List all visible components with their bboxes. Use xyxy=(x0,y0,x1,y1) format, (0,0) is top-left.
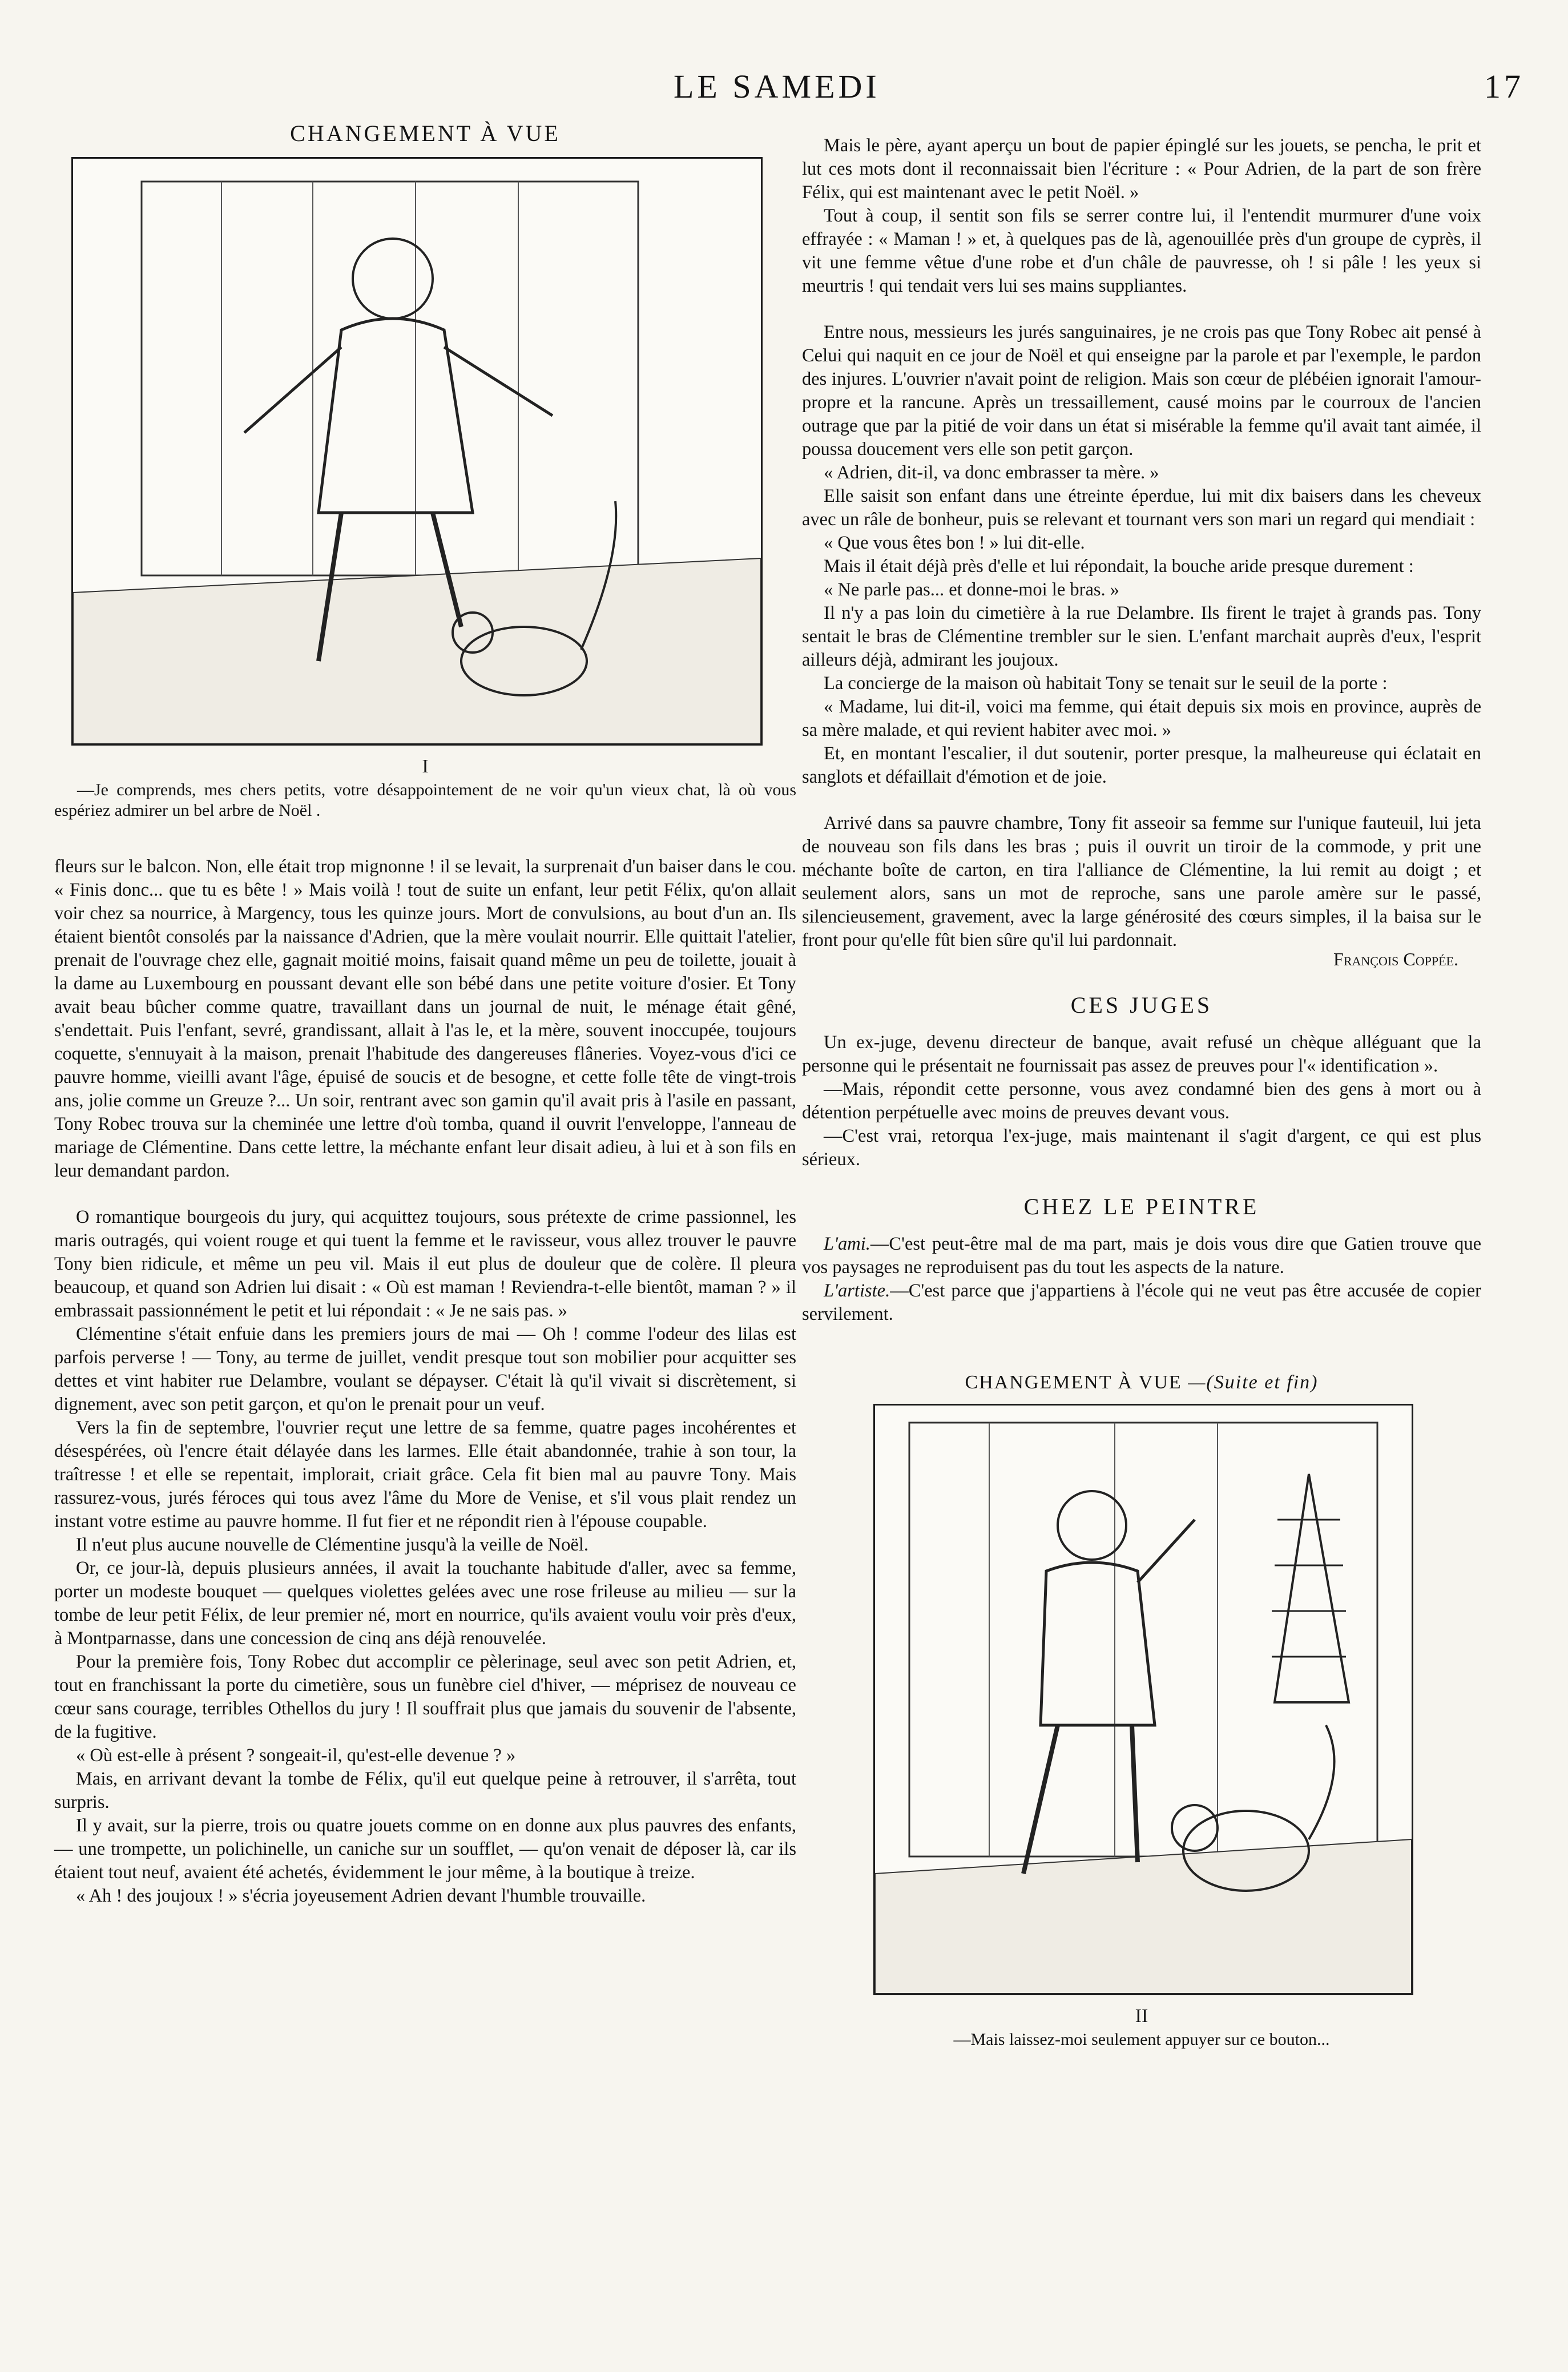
illustration-top-title: CHANGEMENT À VUE xyxy=(290,120,561,146)
speaker-label: L'artiste. xyxy=(824,1280,890,1301)
paragraph: « Ne parle pas... et donne-moi le bras. » xyxy=(824,579,1120,600)
paragraph: Un ex-juge, devenu directeur de banque, avait refusé un chèque alléguant que la personne qui le présentait ne fournissait pas assez de preuves pour l'« identification ». xyxy=(802,1032,1481,1076)
paragraph: —C'est vrai, retorqua l'ex-juge, mais maintenant il s'agit d'argent, ce qui est plus sérieux. xyxy=(802,1126,1481,1170)
dialogue-text: —C'est parce que j'appartiens à l'école qui ne veut pas être accusée de copier servilement. xyxy=(802,1280,1481,1324)
paragraph: Vers la fin de septembre, l'ouvrier reçut une lettre de sa femme, quatre pages incohérentes et désespérées, où l'encre était délayée dans les larmes. Elle était abandonnée, trahie à son tour, la traîtresse ! et elle se repentait, implorait, criait grâce. Cela fit bien mal au pauvre Tony. Mais rassurez-vous, jurés féroces qui tous avez l'âme du More de Venise, et s'il vous plait rendez un instant votre estime au pauvre homme. Il fut fier et ne répondit rien à l'épouse coupable. xyxy=(54,1417,796,1532)
page-number: 17 xyxy=(1484,68,1524,105)
paragraph: Entre nous, messieurs les jurés sanguinaires, je ne crois pas que Tony Robec ait pensé à Celui qui naquit en ce jour de Noël et qui enseigne par la parole et par l'exemple, le pardon des injures. L'ouvrier n'avait point de religion. Mais son cœur de plébéien ignorait l'amour-propre et la rancune. Après un tressaillement, causé moins par le courroux de l'ancien outrage que par la pitié de voir dans un état si misérable la femme qu'il avait tant aimée, il poussa doucement vers elle son petit garçon. xyxy=(802,322,1481,460)
santa-cat-illustration xyxy=(73,159,761,744)
dialogue-text: —C'est peut-être mal de ma part, mais je dois vous dire que Gatien trouve que vos paysages ne reproduisent pas du tout les aspects de la nature. xyxy=(802,1234,1481,1278)
paragraph: Clémentine s'était enfuie dans les premiers jours de mai — Oh ! comme l'odeur des lilas est parfois perverse ! — Tony, au terme de juillet, vendit presque tout son mobilier pour acquitter ses dettes et vint habiter rue Delambre, voulant se dépayser. C'était là qu'il vivait si discrètement, si dignement, avec son petit garçon, et qu'on le prenait pour un veuf. xyxy=(54,1324,796,1415)
paragraph: La concierge de la maison où habitait Tony se tenait sur le seuil de la porte : xyxy=(824,673,1388,694)
paragraph: Arrivé dans sa pauvre chambre, Tony fit asseoir sa femme sur l'unique fauteuil, lui jeta de nouveau son fils dans les bras ; puis il ouvrit un tiroir de la commode, y prit une méchante boîte de carton, en tira l'alliance de Clémentine, la lui remit au doigt ; et seulement alors, sans un mot de reproche, sans une parole amère sur le passé, silencieusement, gravement, avec la large générosité des cœurs simples, il la baisa sur le front pour qu'elle fût bien sûre qu'il lui pardonnait. xyxy=(802,813,1481,951)
paragraph: Tout à coup, il sentit son fils se serrer contre lui, il l'entendit murmurer d'une voix effrayée : « Maman ! » et, à quelques pas de là, agenouillée près d'un groupe de cyprès, il vit une femme vêtue d'une robe et d'un châle de pauvresse, oh ! si pâle ! les yeux si meurtris ! qui tendait vers lui ses mains suppliantes. xyxy=(802,206,1481,296)
illustration-top-numeral: I xyxy=(422,756,429,777)
right-column xyxy=(802,134,1481,2050)
paragraph: O romantique bourgeois du jury, qui acquittez toujours, sous prétexte de crime passionnel, les maris outragés, qui voient rouge et qui tuent la femme et le ravisseur, vous allez trouver le pauvre Tony bien ridicule, et même un peu vil. Mais il eut plus de douleur que de colère. Il pleura beaucoup, et quand son Adrien lui disait : « Où est maman ! Reviendra-t-elle bientôt, maman ? » il embrassait passionnément le petit et lui répondait : « Je ne sais pas. » xyxy=(54,1207,796,1321)
paragraph: Il n'eut plus aucune nouvelle de Clémentine jusqu'à la veille de Noël. xyxy=(76,1535,588,1555)
illustration-top-caption: —Je comprends, mes chers petits, votre désappointement de ne voir qu'un vieux chat, là où vous espériez admirer un bel arbre de Noël . xyxy=(54,780,796,820)
paragraph: Mais, en arrivant devant la tombe de Félix, qu'il eut quelque peine à retrouver, il s'arrêta, tout surpris. xyxy=(54,1769,796,1813)
page-header-title: LE SAMEDI xyxy=(674,68,880,105)
speaker-label: L'ami. xyxy=(824,1234,870,1254)
dialogue-line xyxy=(802,1233,1481,1279)
section-title-chez-le-peintre: CHEZ LE PEINTRE xyxy=(1023,1194,1260,1219)
paragraph: « Adrien, dit-il, va donc embrasser ta mère. » xyxy=(824,462,1159,483)
dialogue-line xyxy=(802,1279,1481,1326)
paragraph: Elle saisit son enfant dans une étreinte éperdue, lui mit dix baisers dans les cheveux avec un râle de bonheur, puis se relevant et tournant vers son mari un regard qui mendiait : xyxy=(802,486,1481,530)
paragraph: Pour la première fois, Tony Robec dut accomplir ce pèlerinage, seul avec son petit Adrien, et, tout en franchissant la porte du cimetière, sous un funèbre ciel d'hiver, — méprisez de nouveau ce cœur sans courage, terribles Othellos du jury ! Il souffrait plus que jamais du souvenir de l'absente, de la fugitive. xyxy=(54,1652,796,1742)
illustration-bottom-title: CHANGEMENT À VUE xyxy=(965,1372,1182,1393)
paragraph: fleurs sur le balcon. Non, elle était trop mignonne ! il se levait, la surprenait d'un baiser dans le cou. « Finis donc... que tu es bête ! » Mais voilà ! tout de suite un enfant, leur petit Félix, qu'on allait voir chez sa nourrice, à Margency, tous les quinze jours. Mort de convulsions, au bout d'un an. Ils étaient bientôt consolés par la naissance d'Adrien, que la mère voulait nourrir. Elle quittait l'atelier, prenait de l'ouvrage chez elle, gagnait moitié moins, faisait quand même un peu de toilette, jouait à la dame au Luxembourg en poussant devant elle son bébé dans une petite voiture d'osier. Et Tony avait beau bûcher comme quatre, travaillant dans un journal de nuit, le ménage était gêné, s'endettait. Puis l'enfant, sevré, grandissant, allait à l'as le, et la mère, souvent inoccupée, toujours coquette, s'ennuyait à la maison, prenait l'habitude des dangereuses flâneries. Voyez-vous d'ici ce pauvre homme, vieilli avant l'âge, épuisé de soucis et de besogne, et cette folle tête de vingt-trois ans, jolie comme un Greuze ?... Un soir, rentrant avec son gamin qu'il avait pris à l'asile en passant, Tony Robec trouva sur la cheminée une lettre d'où tomba, quand il ouvrit l'enveloppe, l'anneau de mariage de Clémentine. Dans cette lettre, la méchante enfant leur disait adieu, à lui et à son fils en leur demandant pardon. xyxy=(54,856,796,1181)
santa-tree-cat-illustration xyxy=(875,1406,1412,1994)
paragraph: « Où est-elle à présent ? songeait-il, qu'est-elle devenue ? » xyxy=(76,1745,516,1766)
paragraph: Mais le père, ayant aperçu un bout de papier épinglé sur les jouets, se pencha, le prit et lut ces mots dont il reconnaissait bien l'écriture : « Pour Adrien, de la part de son frère Félix, qui est maintenant avec le petit Noël. » xyxy=(802,135,1481,203)
paragraph: —Mais, répondit cette personne, vous avez condamné bien des gens à mort ou à détention perpétuelle avec moins de preuves devant vous. xyxy=(802,1079,1481,1123)
paragraph: « Ah ! des joujoux ! » s'écria joyeusement Adrien devant l'humble trouvaille. xyxy=(76,1886,646,1906)
illustration-bottom xyxy=(873,1404,1413,1995)
paragraph: « Que vous êtes bon ! » lui dit-elle. xyxy=(824,533,1085,553)
paragraph: Et, en montant l'escalier, il dut soutenir, porter presque, la malheureuse qui éclatait en sanglots et défaillait d'émotion et de joie. xyxy=(802,743,1481,787)
paragraph: Il n'y a pas loin du cimetière à la rue Delambre. Ils firent le trajet à grands pas. Tony sentait le bras de Clémentine trembler sur le sien. L'enfant marchait auprès d'eux, l'esprit ailleurs déjà, admirant les joujoux. xyxy=(802,603,1481,670)
illustration-bottom-title-line xyxy=(802,1372,1481,1394)
illustration-bottom-numeral: II xyxy=(1135,2005,1148,2027)
paragraph: Or, ce jour-là, depuis plusieurs années, il avait la touchante habitude d'aller, avec sa femme, porter un modeste bouquet — quelques violettes gelées avec une rose frileuse au milieu — sur la tombe de leur petit Félix, de leur premier né, mort en nourrice, qu'ils avaient voulu voir près d'eux, à Montparnasse, dans une concession de cinq ans déjà renouvelée. xyxy=(54,1558,796,1649)
paragraph: « Madame, lui dit-il, voici ma femme, qui était depuis six mois en province, auprès de sa mère malade, et qui revient habiter avec moi. » xyxy=(802,696,1481,740)
illustration-bottom-subtitle: —(Suite et fin) xyxy=(1188,1372,1319,1393)
paragraph: Il y avait, sur la pierre, trois ou quatre jouets comme on en donne aux plus pauvres des enfants, — une trompette, un polichinelle, un caniche sur un soufflet, — qu'on venait de déposer là, car ils étaient tout neuf, avaient été achetés, évidemment le jour même, à la boutique à treize. xyxy=(54,1815,796,1883)
illustration-bottom-caption: —Mais laissez-moi seulement appuyer sur ce bouton... xyxy=(953,2030,1330,2049)
section-title-ces-juges: CES JUGES xyxy=(1070,992,1213,1018)
paragraph: Mais il était déjà près d'elle et lui répondait, la bouche aride presque durement : xyxy=(824,556,1414,577)
illustration-top xyxy=(71,157,763,746)
author-signature: François Coppée. xyxy=(1333,949,1458,969)
left-column xyxy=(54,120,796,1908)
